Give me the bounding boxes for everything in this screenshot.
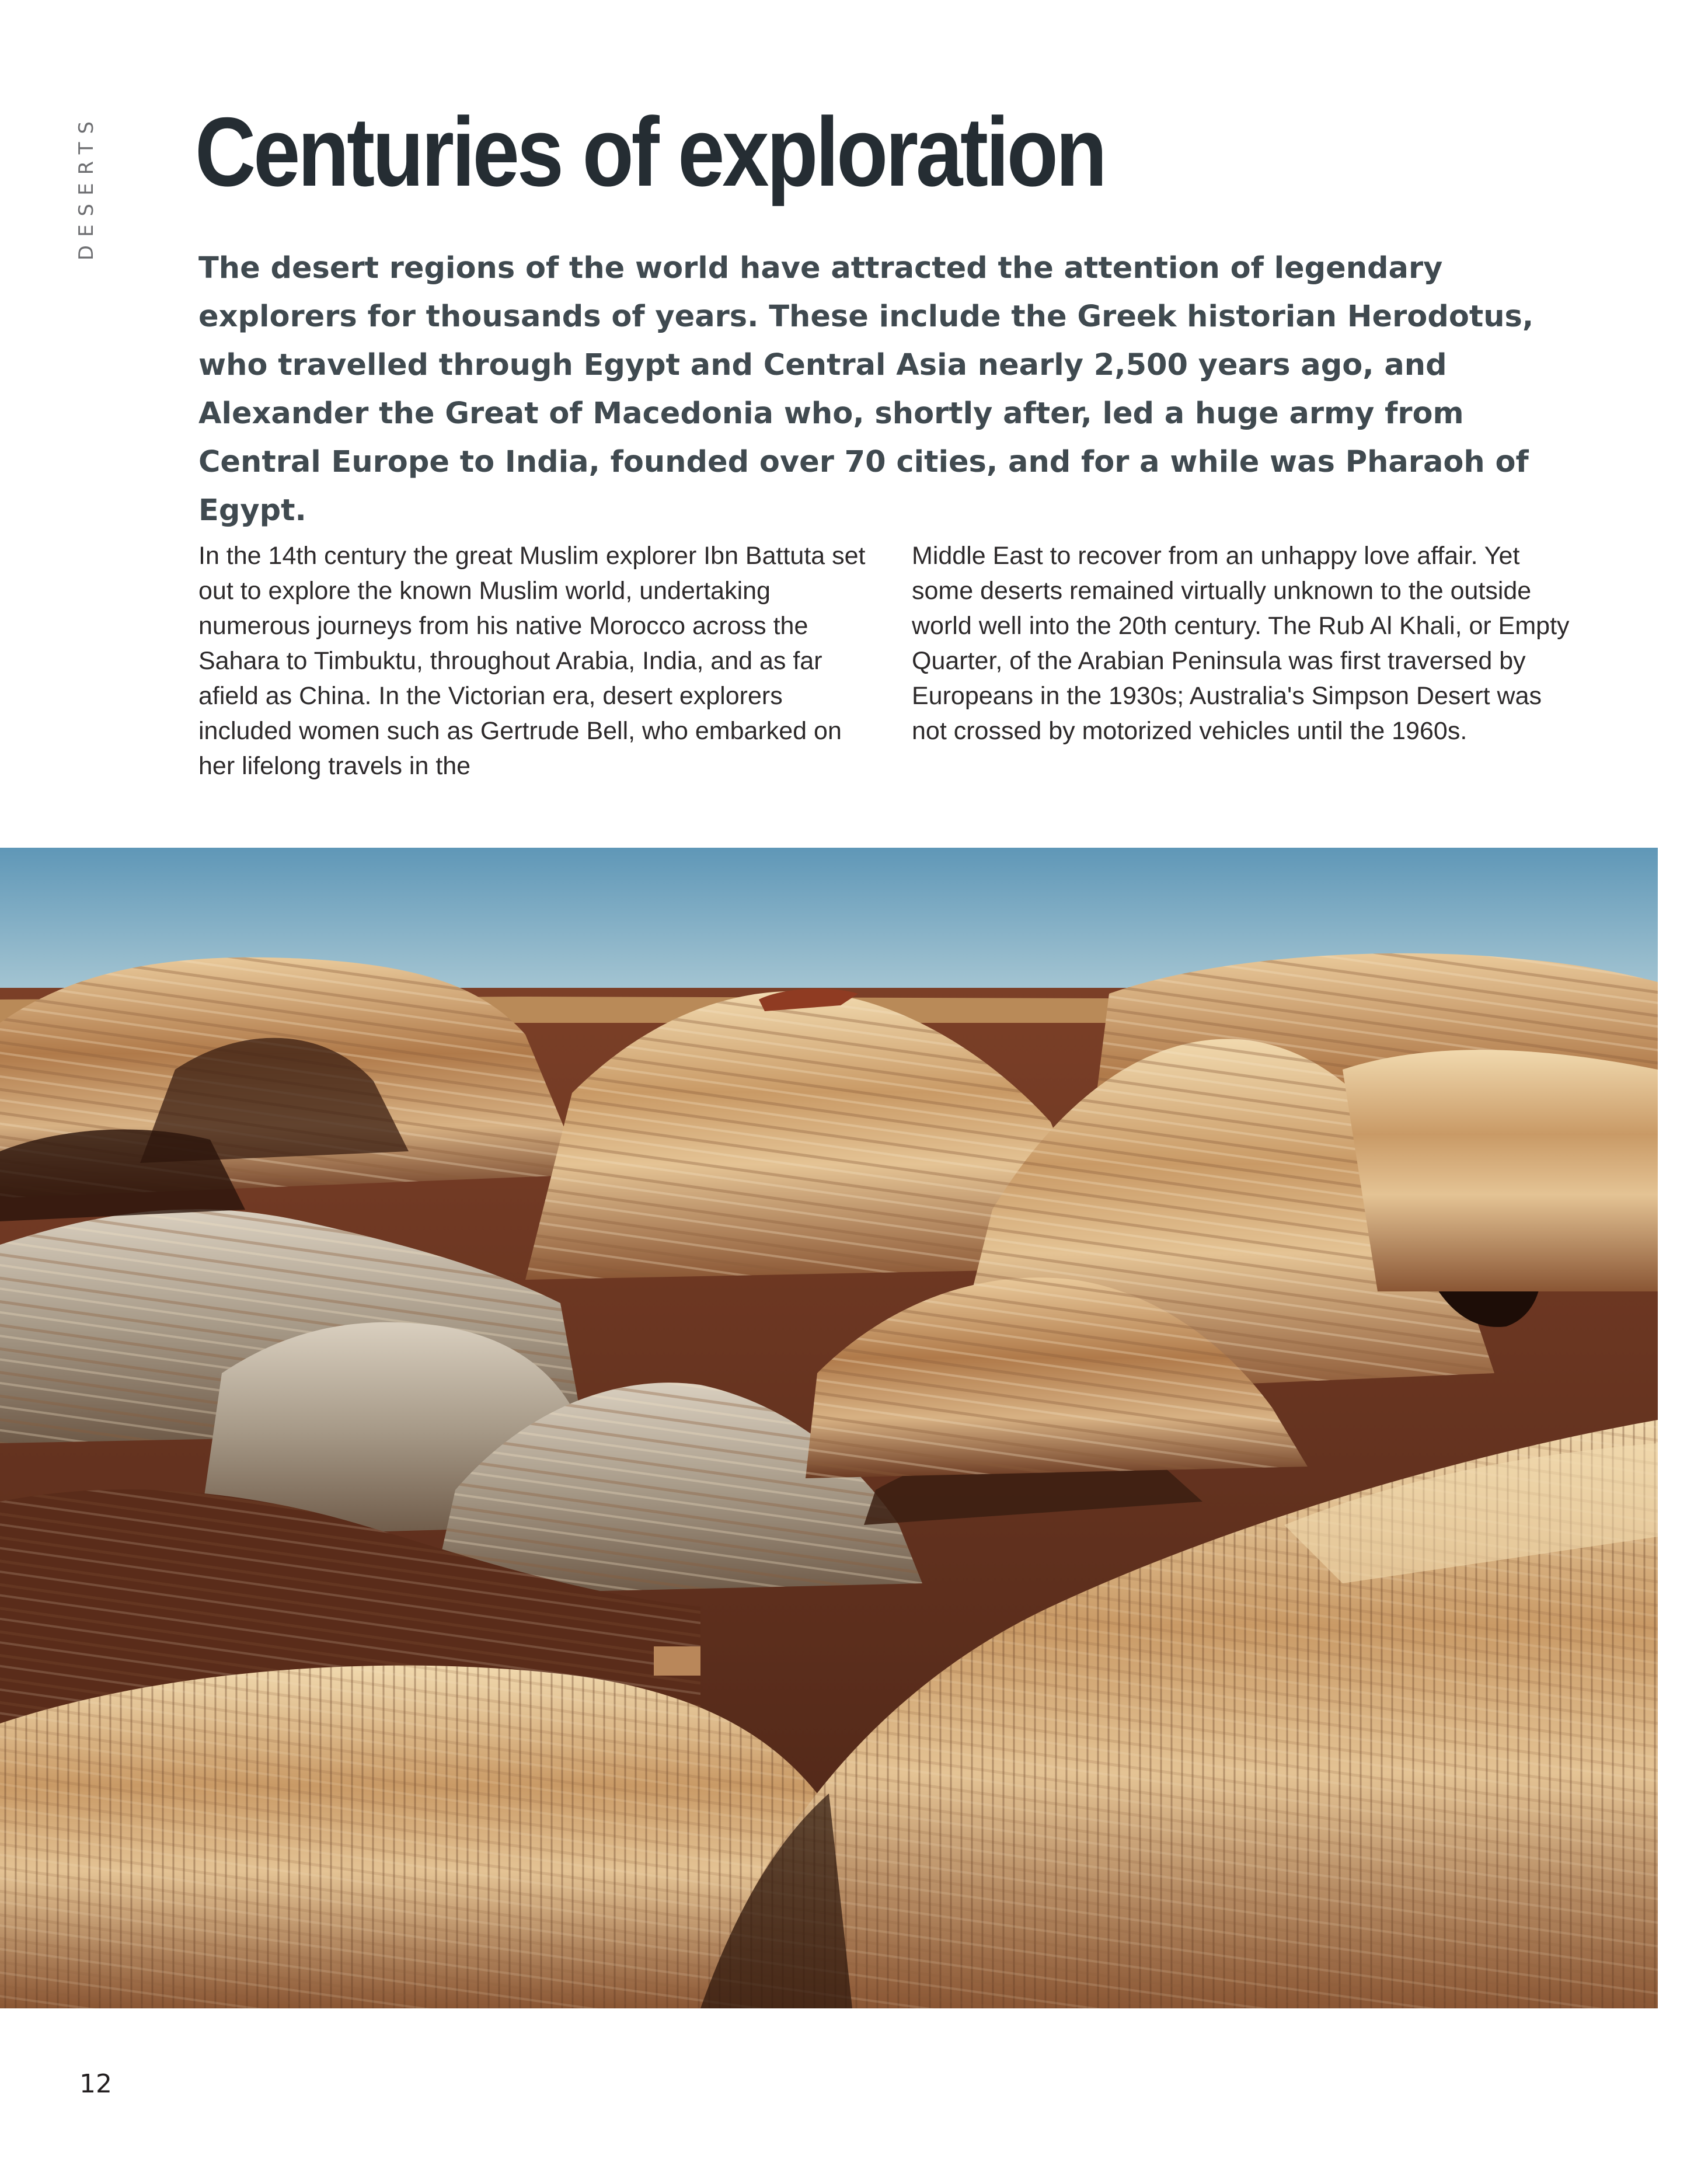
page-number: 12 [79,2069,112,2099]
desert-badlands-photo [0,848,1658,2008]
intro-paragraph: The desert regions of the world have attracted the attention of legendary explorers for thousands of years. These include the Greek historian Herodotus, who travelled through Egypt and Central Asia nearly 2,500 years ago, and Alexander the Great of Macedonia who, shortly after, led a huge army from Central Europe to India, founded over 70 cities, and for a while was Pharaoh of Egypt. [198,251,1534,528]
badlands-illustration [0,848,1658,2008]
section-tab [63,99,110,274]
section-label: DESERTS [75,113,98,261]
body-column-right: Middle East to recover from an unhappy love affair. Yet some deserts remained virtually unknown to the outside world well into the 20th century. The Rub Al Khali, or Empty Quarter, of the Arabian Peninsula was first traversed by Europeans in the 1930s; Australia's Simpson Desert was not crossed by motorized vehicles until the 1960s. [912,542,1570,745]
body-column-left: In the 14th century the great Muslim explorer Ibn Battuta set out to explore the known Muslim world, undertaking numerous journeys from his native Morocco across the Sahara to Timbuktu, throughout Arabia, India, and as far afield as China. In the Victorian era, desert explorers included women such as Gertrude Bell, who embarked on her lifelong travels in the [198,542,866,780]
page-title: Centuries of exploration [195,97,1105,207]
